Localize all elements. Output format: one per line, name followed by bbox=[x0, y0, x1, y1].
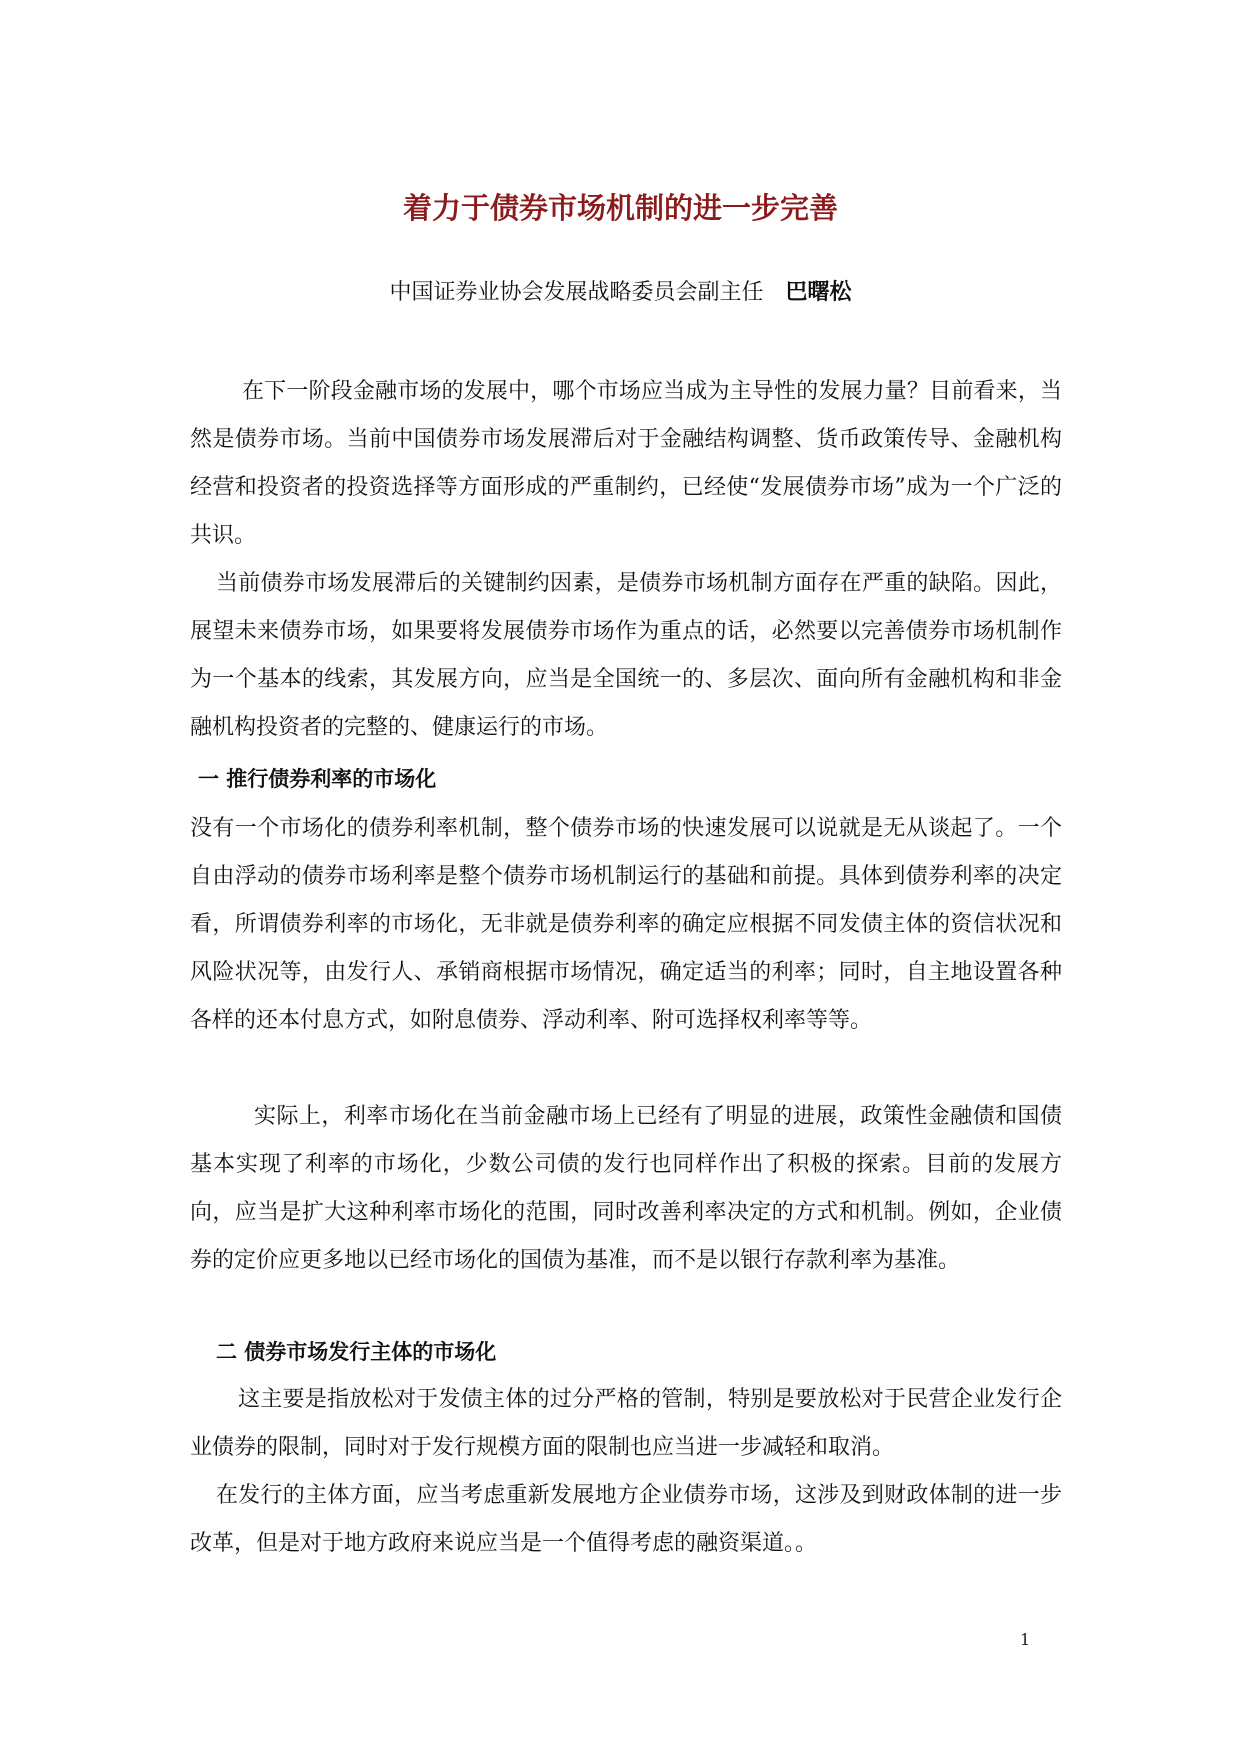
paragraph-deregulation: 这主要是指放松对于发债主体的过分严格的管制，特别是要放松对于民营企业发行企业债券的限制，同时对于发行规模方面的限制也应当进一步减轻和取消。 bbox=[190, 1387, 1062, 1460]
document-title: 着力于债券市场机制的进一步完善 bbox=[402, 191, 838, 225]
section-heading-1: 一 推行债券利率的市场化 bbox=[198, 767, 437, 791]
author-name: 巴曙松 bbox=[785, 280, 852, 305]
author-affiliation: 中国证券业协会发展战略委员会副主任 bbox=[389, 280, 764, 305]
page-number: 1 bbox=[1020, 1630, 1031, 1649]
paragraph-local-bonds: 在发行的主体方面，应当考虑重新发展地方企业债券市场，这涉及到财政体制的进一步改革，但是对于地方政府来说应当是一个值得考虑的融资渠道。。 bbox=[190, 1483, 1062, 1556]
section-heading-2: 二 债券市场发行主体的市场化 bbox=[216, 1340, 497, 1364]
author-line bbox=[0, 276, 1241, 310]
paragraph-constraints: 当前债券市场发展滞后的关键制约因素，是债券市场机制方面存在严重的缺陷。因此，展望未来债券市场，如果要将发展债券市场作为重点的话，必然要以完善债券市场机制作为一个基本的线索，其发展方向，应当是全国统一的、多层次、面向所有金融机构和非金融机构投资者的完整的、健康运行的市场。 bbox=[190, 571, 1062, 740]
paragraph-interest-rate: 没有一个市场化的债券利率机制，整个债券市场的快速发展可以说就是无从谈起了。一个自由浮动的债券市场利率是整个债券市场机制运行的基础和前提。具体到债券利率的决定看，所谓债券利率的市场化，无非就是债券利率的确定应根据不同发债主体的资信状况和风险状况等，由发行人、承销商根据市场情况，确定适当的利率；同时，自主地设置各种各样的还本付息方式，如附息债券、浮动利率、附可选择权利率等等。 bbox=[190, 816, 1062, 1033]
paragraph-intro: 在下一阶段金融市场的发展中，哪个市场应当成为主导性的发展力量？目前看来，当然是债券市场。当前中国债券市场发展滞后对于金融结构调整、货币政策传导、金融机构经营和投资者的投资选择等方面形成的严重制约，已经使“发展债券市场”成为一个广泛的共识。 bbox=[190, 379, 1062, 548]
paragraph-progress: 实际上，利率市场化在当前金融市场上已经有了明显的进展，政策性金融债和国债基本实现了利率的市场化，少数公司债的发行也同样作出了积极的探索。目前的发展方向，应当是扩大这种利率市场化的范围，同时改善利率决定的方式和机制。例如，企业债券的定价应更多地以已经市场化的国债为基准，而不是以银行存款利率为基准。 bbox=[190, 1104, 1062, 1273]
